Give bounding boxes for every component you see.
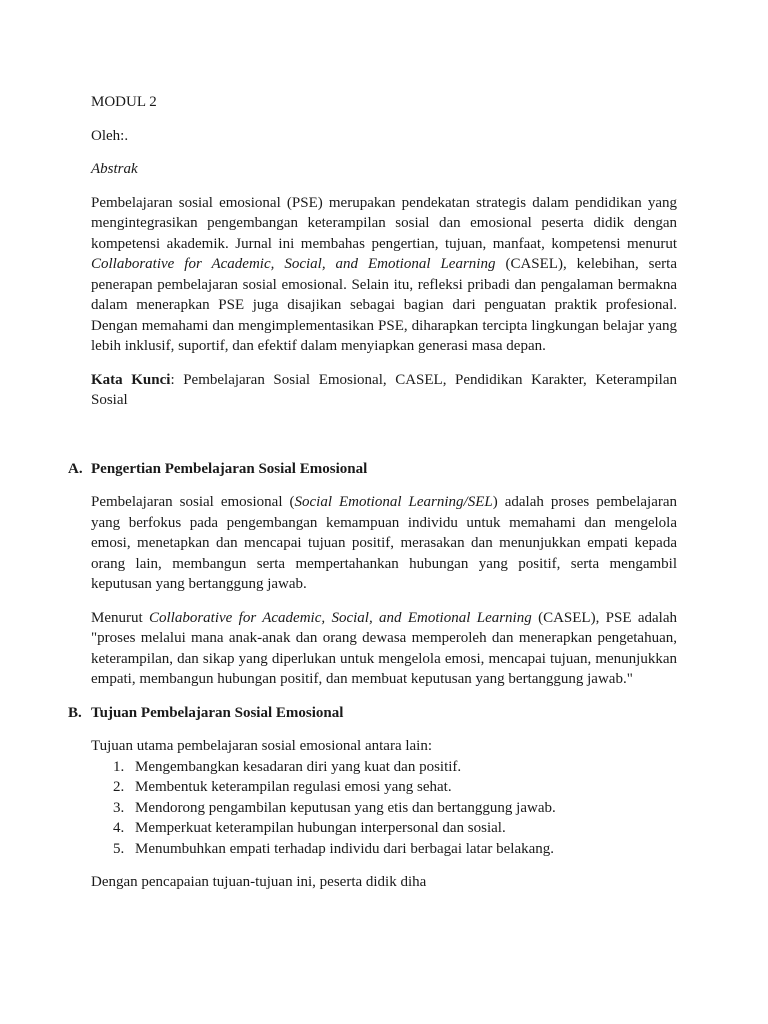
list-item-number: 1. [113,758,125,775]
list-item-number: 4. [113,820,125,836]
keywords-text: : Pembelajaran Sosial Emosional, CASEL, Pendidikan Karakter, Keterampilan Sosial [91,371,677,408]
section-a-letter: A. [68,460,83,477]
section-a-paragraph-1 [91,492,677,595]
list-item-text: Membentuk keterampilan regulasi emosi yang sehat. [135,779,452,795]
author-line: Oleh:. [91,127,129,144]
section-a-paragraph-2 [91,608,677,690]
list-item-text: Mendorong pengambilan keputusan yang etis dan bertanggung jawab. [135,799,556,816]
section-a-p1-start: Pembelajaran sosial emosional ( [91,494,295,510]
section-b-intro: Tujuan utama pembelajaran sosial emosional antara lain: [91,738,433,754]
abstract-heading [91,159,677,180]
abstract-text-end: (CASEL), kelebihan, serta penerapan pembelajaran sosial emosional. Selain itu, refleksi pribadi dan pengalaman bermakna dalam menerapkan PSE juga disajikan sebagai bagian dari penguatan praktik profesional. Dengan memahami dan mengimplementasikan PSE, diharapkan tercipta lingkungan belajar yang lebih inklusif, suportif, dan efektif dalam menyiapkan generasi masa depan. [91,256,677,354]
section-a-p2-italic: Collaborative for Academic, Social, and Emotional Learning [149,609,532,626]
section-a-p1-italic: Social Emotional Learning/SEL [294,494,493,510]
list-item [91,798,677,819]
abstract-paragraph [91,193,677,357]
list-item-number: 2. [113,779,125,795]
list-item [91,757,677,778]
document-page [68,92,677,893]
section-a-title: Pengertian Pembelajaran Sosial Emosional [91,460,368,477]
section-a-p2-start: Menurut [91,609,149,626]
section-b-heading [68,703,677,724]
objectives-list [91,757,677,860]
section-b-letter: B. [68,704,82,721]
list-item [91,818,677,839]
section-a-p1-end: ) adalah proses pembelajaran yang berfokus pada pengembangan kemampuan individu untuk memahami dan mengelola emosi, menetapkan dan mencapai tujuan positif, merasakan dan menunjukkan empati kepada orang lain, membangun serta mempertahankan hubungan yang positif, serta mengambil keputusan yang bertanggung jawab. [91,494,677,592]
keywords-label: Kata Kunci [91,371,171,388]
abstract-heading-text: Abstrak [91,161,138,177]
list-item-text: Mengembangkan kesadaran diri yang kuat dan positif. [135,758,462,775]
list-item-number: 3. [113,799,125,816]
list-item-text: Memperkuat keterampilan hubungan interpersonal dan sosial. [135,820,506,836]
section-b-closing: Dengan pencapaian tujuan-tujuan ini, peserta didik diha [91,874,427,890]
abstract-text-start: Pembelajaran sosial emosional (PSE) merupakan pendekatan strategis dalam pendidikan yang mengintegrasikan pengembangan keterampilan sosial dan emosional peserta didik dengan kompetensi akademik. Jurnal ini membahas pengertian, tujuan, manfaat, kompetensi menurut [91,194,677,252]
section-a-heading [68,459,677,480]
section-a-p2-end: (CASEL), PSE adalah "proses melalui mana anak-anak dan orang dewasa memperoleh dan menerapkan pengetahuan, keterampilan, dan sikap yang diperlukan untuk mengelola emosi, mencapai tujuan, menunjukkan empati, membangun hubungan positif, dan membuat keputusan yang bertanggung jawab." [91,609,677,687]
list-item-text: Menumbuhkan empati terhadap individu dari berbagai latar belakang. [135,840,555,857]
module-title: MODUL 2 [91,94,157,110]
keywords-paragraph [91,370,677,411]
list-item [91,839,677,860]
abstract-casel-name: Collaborative for Academic, Social, and Emotional Learning [91,256,496,272]
list-item [91,777,677,798]
section-b-title: Tujuan Pembelajaran Sosial Emosional [91,704,344,721]
list-item-number: 5. [113,840,125,857]
